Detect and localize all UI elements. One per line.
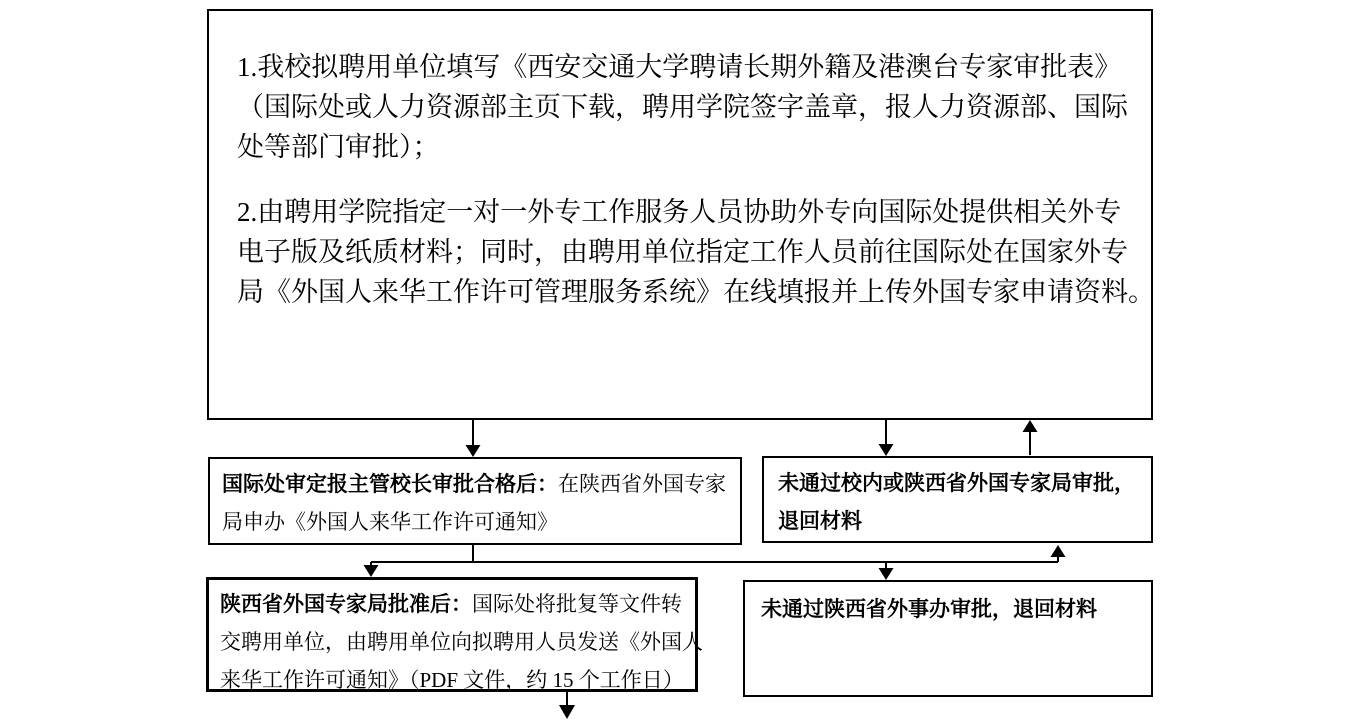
arrowhead-up-into-school-reject xyxy=(1051,545,1066,557)
text-line: （国际处或人力资源部主页下载，聘用学院签字盖章，报人力资源部、国际 xyxy=(237,92,1128,122)
process-step-1 xyxy=(237,47,1131,167)
province-approval-box xyxy=(206,577,703,692)
text-line: 1.我校拟聘用单位填写《西安交通大学聘请长期外籍及港澳台专家审批表》 xyxy=(237,52,1122,82)
school-approval-box xyxy=(208,457,742,545)
text-line: 处等部门审批）； xyxy=(237,132,440,162)
arrowhead-into-province-approval xyxy=(364,565,379,577)
text-line: 未通过陕西省外事办审批，退回材料 xyxy=(761,597,1097,621)
arrow-process-to-school-reject xyxy=(879,420,894,456)
connector-middle-to-bottom-row xyxy=(364,544,1066,580)
text-line: 退回材料 xyxy=(778,509,862,533)
text-line: 未通过校内或陕西省外国专家局审批， xyxy=(778,471,1135,495)
process-step-2 xyxy=(237,192,1155,312)
text-line xyxy=(222,465,736,503)
text-line: 电子版及纸质材料；同时，由聘用单位指定工作人员前往国际处在国家外专 xyxy=(237,237,1128,267)
arrow-school-reject-to-process xyxy=(1023,420,1038,455)
process-box xyxy=(207,9,1153,420)
school-approval-lead: 国际处审定报主管校长审批合格后： xyxy=(222,472,558,496)
text-line: 局申办《外国人来华工作许可通知》 xyxy=(222,510,558,534)
text-line: 2.由聘用学院指定一对一外专工作服务人员协助外专向国际处提供相关外专 xyxy=(237,197,1122,227)
province-approval-body: 国际处将批复等文件转 xyxy=(472,592,682,616)
school-approval-body: 在陕西省外国专家 xyxy=(558,472,726,496)
school-reject-box xyxy=(762,456,1153,543)
province-reject-box xyxy=(743,580,1153,697)
province-approval-lead: 陕西省外国专家局批准后： xyxy=(220,592,472,616)
text-line: 来华工作许可通知》（PDF 文件，约 15 个工作日） xyxy=(220,668,684,692)
arrow-process-to-school-approval xyxy=(466,420,481,457)
text-line: 交聘用单位，由聘用单位向拟聘用人员发送《外国人 xyxy=(220,630,703,654)
text-line: 局《外国人来华工作许可管理服务系统》在线填报并上传外国专家申请资料。 xyxy=(237,277,1155,307)
text-line xyxy=(220,585,691,623)
arrowhead-into-province-reject xyxy=(879,568,894,580)
